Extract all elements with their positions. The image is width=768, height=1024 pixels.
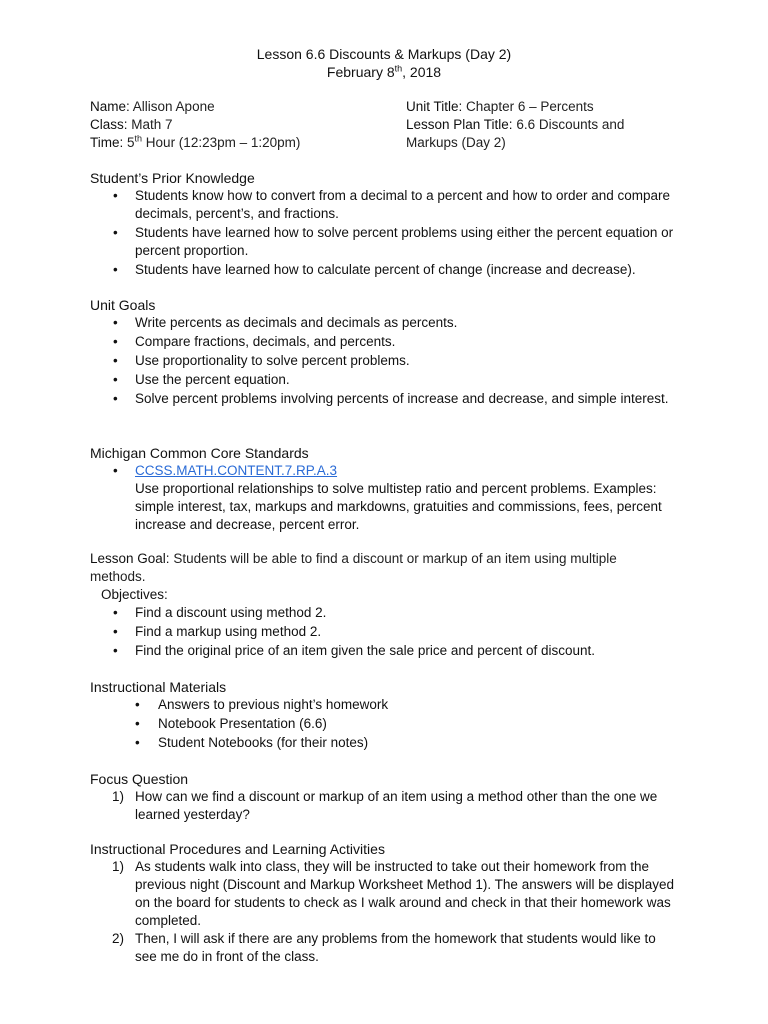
- lesson-goal-text: Students will be able to find a discount or markup of an item using multiple methods.: [90, 551, 617, 584]
- lesson-plan-title-line: [406, 116, 624, 134]
- standard-description: Use proportional relationships to solve multistep ratio and percent problems. Examples: simple interest, tax, markups and markdowns, gratuities and commissions, fees, percent increase and decrease, percent error.: [135, 481, 662, 532]
- list-item: 1) How can we find a discount or markup of an item using a method other than the one we learned yesterday?: [112, 789, 658, 822]
- list-item: • Find the original price of an item given the sale price and percent of discount.: [113, 643, 596, 658]
- procedures-list: [90, 858, 680, 966]
- lesson-plan-title-value: 6.6 Discounts and: [516, 117, 625, 132]
- lesson-goal: [90, 550, 670, 586]
- lesson-plan-title-label: Lesson Plan Title:: [406, 117, 513, 132]
- unit-goals-heading: Unit Goals: [90, 297, 156, 313]
- standards-heading: Michigan Common Core Standards: [90, 445, 309, 461]
- list-item: • Compare fractions, decimals, and percents.: [113, 334, 396, 349]
- list-item: • Write percents as decimals and decimals as percents.: [113, 315, 458, 330]
- page-date: February 8th, 2018: [326, 63, 442, 80]
- name-line: [90, 98, 215, 116]
- list-item: • Use proportionality to solve percent problems.: [113, 353, 410, 368]
- lesson-goal-label: Lesson Goal:: [90, 551, 170, 566]
- list-item: • Use the percent equation.: [113, 372, 290, 387]
- materials-list: [90, 696, 718, 753]
- list-item: 2) Then, I will ask if there are any problems from the homework that students would like to see me do in front of the class.: [112, 931, 656, 964]
- name-label: Name:: [90, 99, 130, 114]
- standard-link[interactable]: CCSS.MATH.CONTENT.7.RP.A.3: [135, 463, 338, 478]
- unit-title-line: [406, 98, 594, 116]
- list-item: • Find a discount using method 2.: [113, 605, 327, 620]
- materials-heading: Instructional Materials: [90, 679, 227, 695]
- list-item: 1) As students walk into class, they will be instructed to take out their homework from the previous night (Discount and Markup Worksheet Method 1). The answers will be displayed on the board for students to check as I walk around and check in that their homework was completed.: [112, 859, 675, 928]
- list-item: • Students have learned how to solve percent problems using either the percent equation or percent proportion.: [113, 225, 674, 258]
- objectives-list: [90, 604, 695, 661]
- prior-knowledge-list: [90, 187, 695, 280]
- list-item: • Student Notebooks (for their notes): [135, 735, 369, 750]
- list-item: • Find a markup using method 2.: [113, 624, 322, 639]
- list-item: • CCSS.MATH.CONTENT.7.RP.A.3 Use proportional relationships to solve multistep ratio and percent problems. Examples: simple interest, tax, markups and markdowns, gratuities and commissions, fees, percent increase and decrease, percent error.: [113, 463, 662, 532]
- class-line: [90, 116, 173, 134]
- unit-goals-list: [90, 314, 695, 409]
- procedures-heading: Instructional Procedures and Learning Activities: [90, 841, 385, 857]
- lesson-plan-title-value-cont: Markups (Day 2): [406, 135, 506, 150]
- page-title: Lesson 6.6 Discounts & Markups (Day 2): [256, 46, 512, 62]
- objectives-heading: Objectives:: [101, 587, 168, 602]
- time-value: 5th Hour (12:23pm – 1:20pm): [127, 133, 301, 150]
- list-item: • Solve percent problems involving percents of increase and decrease, and simple interest.: [113, 391, 669, 406]
- prior-knowledge-heading: Student’s Prior Knowledge: [90, 170, 255, 186]
- list-item: • Students know how to convert from a decimal to a percent and how to order and compare decimals, percent’s, and fractions.: [113, 188, 671, 221]
- unit-title-value: Chapter 6 – Percents: [466, 99, 594, 114]
- class-label: Class:: [90, 117, 128, 132]
- list-item: • Students have learned how to calculate percent of change (increase and decrease).: [113, 262, 636, 277]
- unit-title-label: Unit Title:: [406, 99, 463, 114]
- list-item: • Notebook Presentation (6.6): [135, 716, 327, 731]
- time-label: Time:: [90, 135, 124, 150]
- name-value: Allison Apone: [132, 99, 215, 114]
- list-item: • Answers to previous night’s homework: [135, 697, 389, 712]
- standards-list: [90, 462, 695, 535]
- class-value: Math 7: [131, 117, 173, 132]
- focus-list: [90, 788, 680, 824]
- time-line: [90, 134, 300, 152]
- focus-heading: Focus Question: [90, 771, 189, 787]
